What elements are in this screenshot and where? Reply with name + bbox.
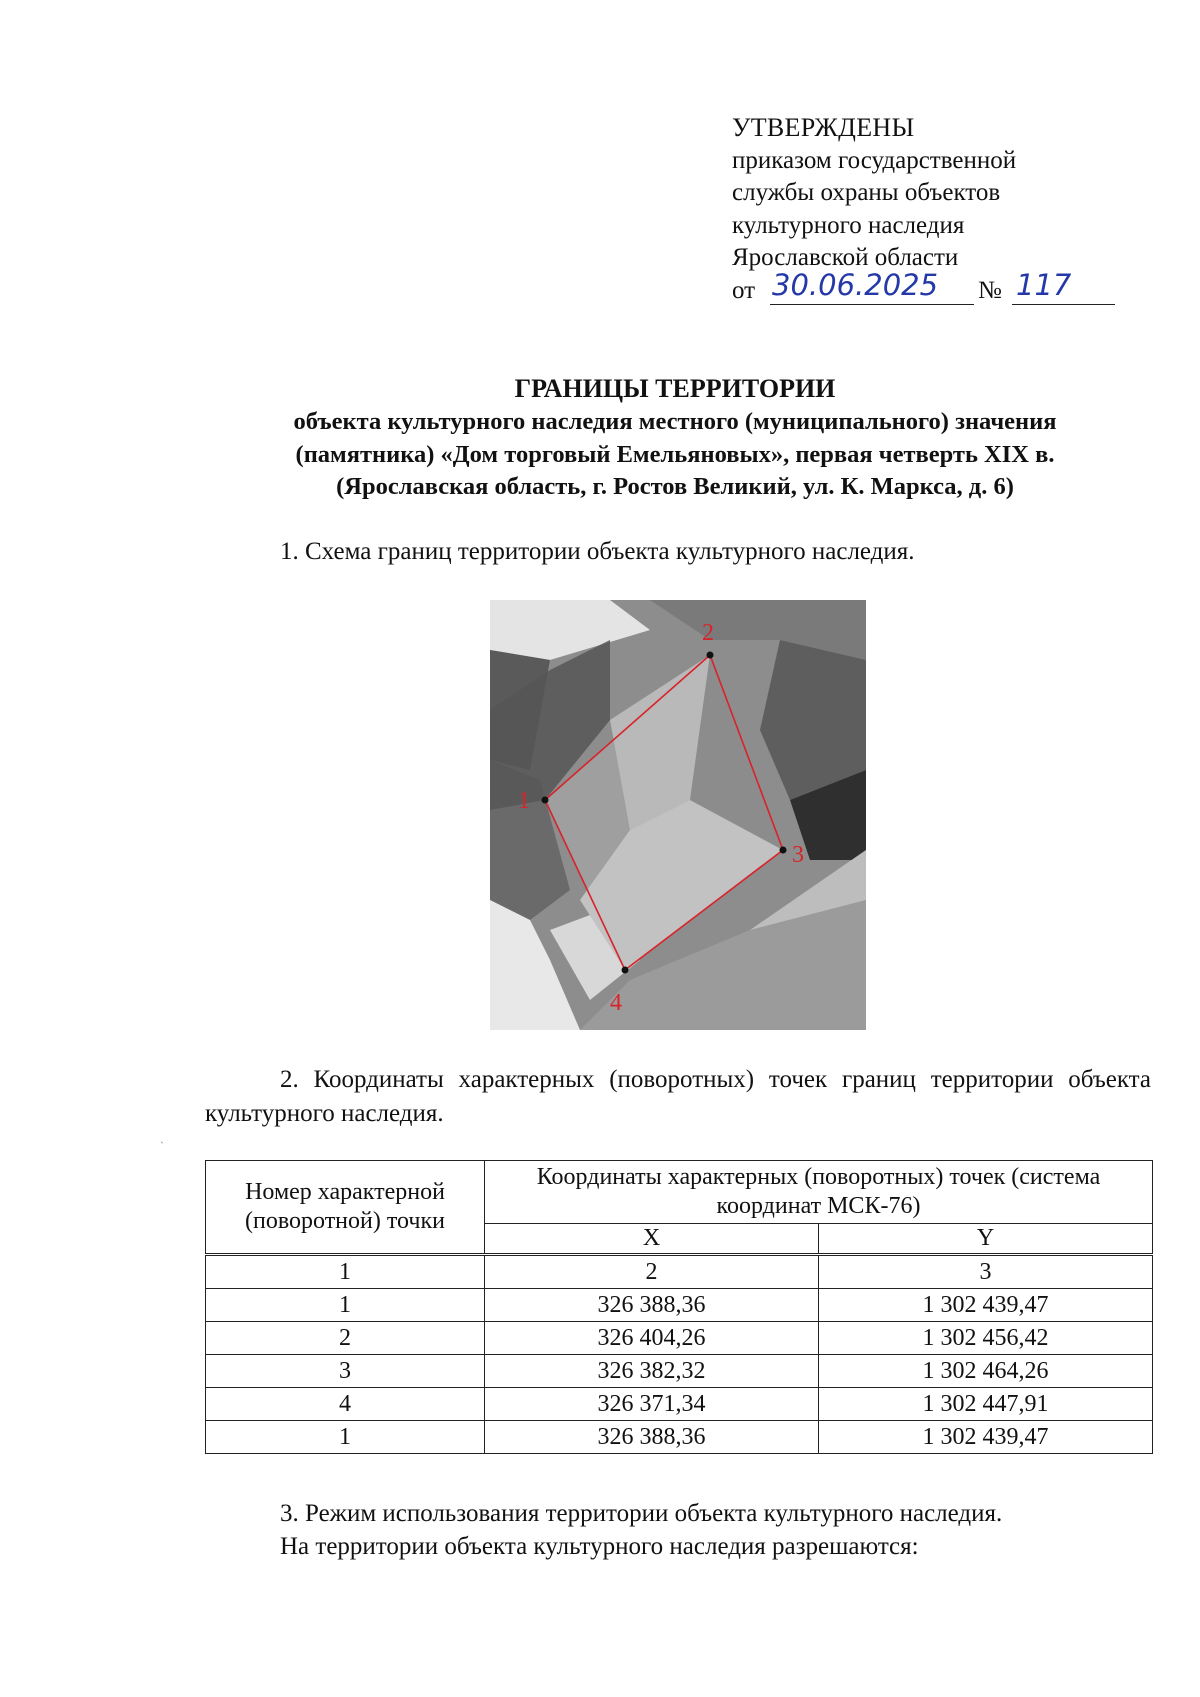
header-y: Y bbox=[819, 1224, 1153, 1255]
date-prefix: от bbox=[732, 276, 756, 304]
table-cell: 3 bbox=[206, 1355, 485, 1388]
table-cell: 1 bbox=[206, 1421, 485, 1454]
column-number-row bbox=[206, 1255, 1153, 1289]
scan-speck: ˏ bbox=[160, 1130, 164, 1144]
coordinates-table bbox=[205, 1160, 1153, 1454]
table-row bbox=[206, 1322, 1153, 1355]
title-subline: (Ярославская область, г. Ростов Великий, ул. К. Маркса, д. 6) bbox=[336, 473, 1014, 500]
table-cell: 326 388,36 bbox=[485, 1421, 819, 1454]
date-blank-line bbox=[770, 304, 974, 305]
point-label-3: 3 bbox=[792, 842, 804, 868]
header-point-number: Номер характерной (поворотной) точки bbox=[206, 1161, 485, 1255]
table-cell: 1 bbox=[206, 1289, 485, 1322]
table-cell: 1 302 439,47 bbox=[819, 1289, 1153, 1322]
section-2-heading: 2. Координаты характерных (поворотных) точек границ территории объекта культурного наследия. bbox=[205, 1066, 1151, 1127]
point-label-4: 4 bbox=[610, 990, 622, 1016]
table-cell: 326 371,34 bbox=[485, 1388, 819, 1421]
handwritten-date: 30.06.2025 bbox=[772, 267, 939, 302]
approval-line: приказом государственной bbox=[732, 146, 1017, 174]
table-row bbox=[206, 1289, 1153, 1322]
table-cell: 1 302 439,47 bbox=[819, 1421, 1153, 1454]
table-cell: 326 382,32 bbox=[485, 1355, 819, 1388]
boundary-point-2 bbox=[707, 652, 714, 659]
table-cell: 1 302 456,42 bbox=[819, 1322, 1153, 1355]
section-3-continuation: На территории объекта культурного наследия разрешаются: bbox=[280, 1533, 919, 1560]
handwritten-number: 117 bbox=[1016, 267, 1072, 302]
header-x: X bbox=[485, 1224, 819, 1255]
table-cell: 326 404,26 bbox=[485, 1322, 819, 1355]
table-cell: 326 388,36 bbox=[485, 1289, 819, 1322]
approval-line: службы охраны объектов bbox=[732, 179, 1001, 206]
point-label-1: 1 bbox=[518, 788, 530, 814]
table-row bbox=[206, 1388, 1153, 1421]
approval-block bbox=[732, 112, 1132, 309]
boundary-point-1 bbox=[542, 797, 549, 804]
approval-heading: УТВЕРЖДЕНЫ bbox=[732, 113, 915, 142]
number-blank-line bbox=[1012, 304, 1115, 305]
table-row bbox=[206, 1355, 1153, 1388]
table-cell: 1 302 464,26 bbox=[819, 1355, 1153, 1388]
table-row bbox=[206, 1421, 1153, 1454]
header-coordinates: Координаты характерных (поворотных) точек (система координат МСК-76) bbox=[485, 1161, 1153, 1224]
section-1-heading: 1. Схема границ территории объекта культурного наследия. bbox=[280, 538, 915, 565]
table-cell: 1 302 447,91 bbox=[819, 1388, 1153, 1421]
approval-line: Ярославской области bbox=[732, 244, 959, 271]
table-cell: 1 bbox=[206, 1255, 485, 1289]
boundary-point-3 bbox=[780, 847, 787, 854]
title-main: ГРАНИЦЫ ТЕРРИТОРИИ bbox=[514, 374, 836, 403]
title-subline: (памятника) «Дом торговый Емельяновых», первая четверть XIX в. bbox=[295, 440, 1055, 468]
point-label-2: 2 bbox=[702, 620, 714, 646]
table-cell: 4 bbox=[206, 1388, 485, 1421]
document-title bbox=[200, 372, 1150, 504]
approval-line: культурного наследия bbox=[732, 211, 965, 239]
table-cell: 3 bbox=[819, 1255, 1153, 1289]
title-subline: объекта культурного наследия местного (муниципального) значения bbox=[293, 408, 1057, 435]
table-cell: 2 bbox=[485, 1255, 819, 1289]
section-3-heading: 3. Режим использования территории объекта культурного наследия. bbox=[280, 1500, 1003, 1527]
number-sign: № bbox=[978, 276, 1002, 304]
boundary-point-4 bbox=[622, 967, 629, 974]
approval-date-number-row bbox=[732, 267, 1132, 309]
boundary-scheme-map bbox=[490, 600, 866, 1030]
table-cell: 2 bbox=[206, 1322, 485, 1355]
